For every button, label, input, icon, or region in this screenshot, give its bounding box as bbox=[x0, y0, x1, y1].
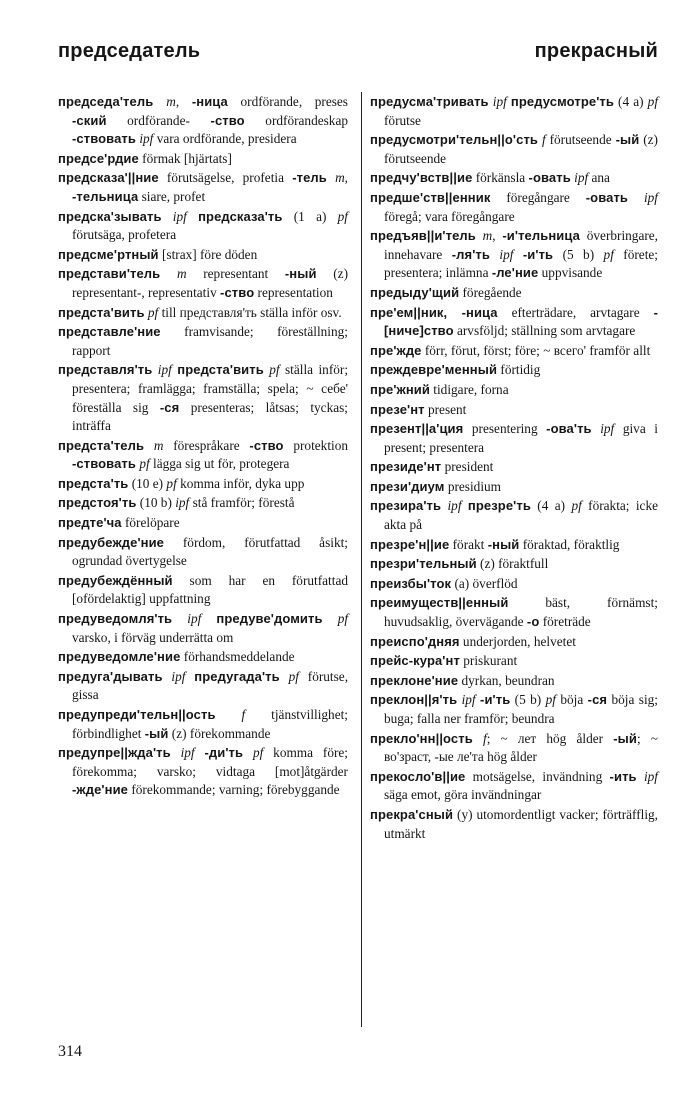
definition-text: förakt bbox=[449, 536, 488, 552]
grammar-label: ipf bbox=[461, 692, 476, 708]
definition-text bbox=[172, 611, 187, 626]
definition-text: (4 a) bbox=[530, 498, 572, 514]
dictionary-entry bbox=[58, 475, 348, 494]
definition-text bbox=[162, 209, 173, 224]
headword: -овать bbox=[528, 170, 571, 186]
definition-text: ställa inför; presentera; framlägga; framställa; spela; ~ себе' föreställa sig bbox=[72, 362, 349, 415]
definition-text: ; ~ лет hög ålder bbox=[486, 730, 614, 746]
dictionary-entry bbox=[58, 208, 348, 245]
headword: преиспо'дняя bbox=[370, 633, 460, 649]
definition-text: till представля'ть ställa inför osv. bbox=[158, 304, 342, 320]
headword: предуведомля'ть bbox=[58, 611, 173, 627]
definition-text bbox=[187, 209, 198, 224]
grammar-label: ipf bbox=[643, 189, 658, 205]
headword: предсме'ртный bbox=[58, 246, 159, 262]
headword: -ся bbox=[159, 399, 180, 415]
definition-text: ordförande, preses bbox=[227, 94, 348, 109]
headword: предусма'тривать bbox=[370, 94, 489, 109]
definition-text: föregångare bbox=[490, 189, 586, 205]
headword: предста'ть bbox=[58, 475, 129, 491]
definition-text bbox=[637, 769, 644, 784]
definition-text: presenteras; låtsas; tyckas; inträffa bbox=[72, 399, 349, 434]
definition-text: siare, profet bbox=[138, 188, 206, 204]
headword: предше'ств||енник bbox=[370, 189, 491, 205]
definition-text: , bbox=[492, 228, 503, 244]
definition-text: representant bbox=[186, 266, 285, 282]
definition-text bbox=[473, 731, 483, 746]
definition-text bbox=[171, 745, 181, 760]
headword: предыду'щий bbox=[370, 284, 460, 300]
dictionary-entry bbox=[370, 93, 658, 130]
dictionary-entry bbox=[58, 534, 348, 571]
dictionary-entry bbox=[58, 169, 348, 206]
headword: -ова'ть bbox=[546, 421, 592, 437]
headword: -ство bbox=[249, 437, 284, 453]
definition-text: (5 b) bbox=[553, 246, 604, 262]
definition-text: förespråkare bbox=[163, 437, 250, 453]
grammar-label: pf bbox=[337, 611, 349, 627]
grammar-label: ipf bbox=[574, 170, 589, 186]
definition-text: förutse bbox=[384, 112, 421, 128]
headword: предугада'ть bbox=[194, 668, 280, 684]
headword: преизбы'ток bbox=[370, 575, 452, 591]
definition-text: president bbox=[441, 459, 494, 475]
definition-text: (a) överflöd bbox=[451, 575, 518, 591]
dictionary-column-right bbox=[370, 93, 658, 844]
grammar-label: m bbox=[176, 266, 187, 282]
headword: презира'ть bbox=[370, 498, 442, 514]
headword: пре'ем||ник, -ница bbox=[370, 304, 498, 320]
dictionary-entry bbox=[370, 420, 658, 457]
definition-text: stå framför; förestå bbox=[189, 495, 295, 511]
grammar-label: ipf bbox=[187, 611, 202, 627]
grammar-label: pf bbox=[252, 745, 264, 761]
dictionary-entry bbox=[370, 672, 658, 691]
column-divider bbox=[361, 92, 362, 1027]
headword: представи'тель bbox=[58, 266, 161, 282]
definition-text: fördom, förutfattad åsikt; ogrundad övertygelse bbox=[72, 534, 348, 569]
definition-text: [strax] före döden bbox=[158, 246, 258, 262]
grammar-label: ipf bbox=[172, 208, 187, 224]
headword: -[ниче]ство bbox=[384, 304, 658, 339]
definition-text: presidium bbox=[444, 478, 502, 494]
definition-text: (z) föraktfull bbox=[476, 556, 549, 572]
definition-text: ordförandeskap bbox=[244, 112, 349, 128]
headword: -ный bbox=[487, 536, 520, 552]
dictionary-entry bbox=[370, 284, 658, 303]
headword: предчу'вств||ие bbox=[370, 170, 473, 186]
definition-text: , bbox=[344, 170, 348, 186]
headword: прейс-кура'нт bbox=[370, 653, 460, 669]
headword: -и'тельница bbox=[502, 228, 580, 244]
headword: презри'тельный bbox=[370, 556, 477, 572]
grammar-label: m bbox=[335, 170, 345, 186]
definition-text: (1 a) bbox=[282, 208, 338, 224]
grammar-label: ipf bbox=[157, 362, 172, 378]
definition-text bbox=[490, 247, 499, 262]
definition-text: dyrkan, beundran bbox=[458, 672, 555, 688]
grammar-label: ipf bbox=[499, 246, 514, 262]
headword: -и'ть bbox=[480, 692, 511, 708]
dictionary-entry bbox=[370, 361, 658, 380]
definition-text: förete; presentera; inlämna bbox=[384, 246, 658, 281]
dictionary-entry bbox=[370, 304, 658, 341]
guide-word-left: председатель bbox=[58, 40, 201, 62]
dictionary-entry bbox=[370, 458, 658, 477]
grammar-label: ipf bbox=[447, 498, 462, 514]
definition-text bbox=[195, 745, 205, 760]
definition-text: tidigare, forna bbox=[429, 381, 509, 397]
definition-text bbox=[476, 228, 483, 243]
dictionary-entry bbox=[370, 536, 658, 555]
grammar-label: ipf bbox=[171, 668, 186, 684]
headword: -жде'ние bbox=[72, 782, 128, 798]
grammar-label: ipf bbox=[180, 745, 195, 761]
definition-text: förutse, gissa bbox=[72, 668, 349, 703]
headword: преклоне'ние bbox=[370, 672, 459, 688]
headword: предубежде'ние bbox=[58, 534, 165, 550]
grammar-label: pf bbox=[337, 208, 348, 224]
headword: предсказа'ть bbox=[198, 208, 283, 224]
headword: -ый bbox=[615, 132, 640, 148]
dictionary-entry bbox=[58, 437, 348, 474]
grammar-label: f bbox=[241, 707, 246, 722]
definition-text bbox=[144, 438, 154, 453]
headword: предте'ча bbox=[58, 515, 122, 531]
headword: предупре||жда'ть bbox=[58, 745, 171, 761]
dictionary-entry bbox=[58, 93, 348, 149]
dictionary-entry bbox=[58, 668, 348, 705]
headword: пре'жде bbox=[370, 342, 422, 358]
headword: презент||а'ция bbox=[370, 421, 464, 437]
definition-text: som har en förutfattad [ofördelaktig] uppfattning bbox=[72, 572, 348, 607]
definition-text: förutsägelse, profetia bbox=[158, 170, 293, 186]
headword: предуга'дывать bbox=[58, 668, 163, 684]
headword: преимуществ||енный bbox=[370, 595, 509, 611]
dictionary-entry bbox=[370, 131, 658, 168]
headword: предусмотри'тельн||о'сть bbox=[370, 132, 539, 148]
definition-text: priskurant bbox=[459, 653, 518, 669]
definition-text: säga emot, göra invändningar bbox=[384, 787, 542, 803]
headword: -ница bbox=[191, 94, 228, 109]
dictionary-entry bbox=[370, 633, 658, 652]
dictionary-entry bbox=[370, 169, 658, 188]
headword: -ство bbox=[210, 112, 245, 128]
headword: -овать bbox=[585, 189, 629, 205]
headword: предсе'рдие bbox=[58, 150, 139, 166]
grammar-label: ipf bbox=[492, 94, 507, 109]
dictionary-entry bbox=[58, 304, 348, 323]
definition-text: protektion bbox=[283, 437, 349, 453]
dictionary-entry bbox=[370, 575, 658, 594]
definition-text: föregående bbox=[459, 284, 522, 300]
headword: -ствовать bbox=[72, 131, 136, 147]
dictionary-column-left bbox=[58, 93, 348, 801]
definition-text: förutseende bbox=[545, 132, 616, 148]
definition-text: (10 b) bbox=[136, 495, 176, 511]
definition-text: motsägelse, invändning bbox=[465, 768, 610, 784]
grammar-label: ipf bbox=[139, 131, 154, 147]
dictionary-entry bbox=[370, 497, 658, 534]
dictionary-entry bbox=[58, 361, 348, 435]
dictionary-entry bbox=[370, 381, 658, 400]
definition-text: förhandsmeddelande bbox=[180, 649, 295, 665]
headword: -ле'ние bbox=[491, 265, 539, 281]
grammar-label: ipf bbox=[600, 421, 615, 437]
definition-text: framvisande; föreställning; rapport bbox=[72, 324, 348, 358]
definition-text: representation bbox=[254, 284, 333, 300]
definition-text: , bbox=[175, 94, 192, 109]
definition-text: presentering bbox=[463, 421, 547, 437]
definition-text bbox=[160, 266, 177, 281]
definition-text: (z) förutseende bbox=[384, 132, 658, 166]
headword: представля'ть bbox=[58, 362, 153, 378]
definition-text bbox=[323, 611, 338, 626]
dictionary-entry bbox=[370, 227, 658, 283]
grammar-label: ipf bbox=[175, 495, 190, 511]
headword: президе'нт bbox=[370, 459, 442, 475]
definition-text: förekommande; varning; förebyggande bbox=[128, 782, 340, 798]
dictionary-entry bbox=[370, 730, 658, 767]
grammar-label: pf bbox=[288, 668, 299, 684]
definition-text bbox=[185, 669, 194, 684]
definition-text: (z) representant-, representativ bbox=[72, 266, 348, 300]
headword: пре'жний bbox=[370, 381, 430, 397]
grammar-label: pf bbox=[571, 498, 582, 514]
headword: -ди'ть bbox=[204, 745, 244, 761]
definition-text bbox=[280, 669, 289, 684]
definition-text: (z) förekommande bbox=[168, 725, 271, 741]
headword: -тель bbox=[292, 170, 327, 186]
definition-text: ; ~ во'зраст, -ые ле'та hög ålder bbox=[384, 730, 658, 765]
headword: -ся bbox=[587, 692, 608, 708]
headword: -о bbox=[526, 614, 540, 630]
headword: презе'нт bbox=[370, 401, 425, 417]
dictionary-entry bbox=[58, 706, 348, 743]
definition-text: lägga sig ut för, protegera bbox=[149, 456, 290, 472]
grammar-label: pf bbox=[647, 94, 659, 109]
headword: -ствовать bbox=[72, 456, 136, 472]
headword: -тельница bbox=[72, 188, 139, 204]
headword: -ский bbox=[72, 112, 107, 128]
definition-text: efterträdare, arvtagare bbox=[497, 304, 654, 320]
definition-text: förkänsla bbox=[472, 170, 529, 186]
definition-text: böja sig; buga; falla ner framför; beundra bbox=[384, 692, 658, 726]
headword: прекра'сный bbox=[370, 806, 454, 822]
dictionary-entry bbox=[370, 478, 658, 497]
definition-text: tjänstvillighet; förbindlighet bbox=[72, 707, 348, 741]
definition-text: överbringare, innehavare bbox=[384, 228, 658, 262]
definition-text: företräde bbox=[539, 614, 591, 630]
headword: преждевре'менный bbox=[370, 362, 498, 378]
grammar-label: pf bbox=[603, 246, 614, 262]
dictionary-entry bbox=[370, 342, 658, 361]
dictionary-entry bbox=[58, 610, 348, 647]
headword: предсказа'||ние bbox=[58, 170, 159, 186]
dictionary-entry bbox=[58, 150, 348, 169]
dictionary-entry bbox=[370, 401, 658, 420]
headword: предуве'домить bbox=[216, 611, 323, 627]
definition-text: (10 e) bbox=[128, 475, 167, 491]
dictionary-entry bbox=[370, 555, 658, 574]
dictionary-entry bbox=[370, 691, 658, 728]
headword: -ля'ть bbox=[451, 246, 490, 262]
definition-text: förelöpare bbox=[121, 515, 180, 531]
headword: предска'зывать bbox=[58, 208, 162, 224]
grammar-label: m bbox=[166, 94, 176, 109]
dictionary-entry bbox=[58, 265, 348, 302]
dictionary-entry bbox=[370, 594, 658, 631]
headword: преклo'нн||ость bbox=[370, 730, 473, 746]
definition-text: föraktad, föraktlig bbox=[519, 536, 620, 552]
grammar-label: pf bbox=[147, 304, 159, 320]
definition-text: (y) utomordentligt vacker; förträfflig, utmärkt bbox=[384, 806, 658, 841]
definition-text bbox=[628, 190, 644, 205]
dictionary-entry bbox=[370, 652, 658, 671]
definition-text: komma inför, dyka upp bbox=[176, 475, 305, 491]
headword: -ство bbox=[220, 284, 255, 300]
definition-text: förmak [hjärtats] bbox=[138, 150, 232, 166]
headword: предупреди'тельн||ость bbox=[58, 707, 216, 722]
dictionary-entry bbox=[58, 572, 348, 609]
dictionary-entry bbox=[370, 768, 658, 805]
headword: -ный bbox=[284, 266, 317, 282]
dictionary-entry bbox=[58, 323, 348, 360]
guide-word-right: прекрасный bbox=[534, 40, 658, 62]
definition-text bbox=[327, 170, 335, 185]
page-number: 314 bbox=[58, 1043, 82, 1060]
definition-text: ordförande- bbox=[106, 112, 211, 128]
definition-text: uppvisande bbox=[538, 265, 603, 281]
dictionary-entry bbox=[370, 189, 658, 226]
headword: предубеждённый bbox=[58, 572, 173, 588]
headword: -ый bbox=[613, 730, 637, 746]
definition-text bbox=[243, 745, 253, 760]
grammar-label: pf bbox=[139, 456, 150, 472]
definition-text bbox=[513, 247, 522, 262]
grammar-label: pf bbox=[166, 475, 177, 491]
running-header bbox=[58, 40, 658, 70]
grammar-label: m bbox=[153, 437, 164, 453]
definition-text bbox=[592, 421, 601, 436]
headword: прези'диум bbox=[370, 478, 445, 494]
grammar-label: f bbox=[482, 730, 487, 746]
definition-text: förakta; icke akta på bbox=[384, 498, 659, 533]
grammar-label: m bbox=[482, 228, 493, 244]
definition-text bbox=[216, 707, 242, 722]
definition-text: föregå; vara föregångare bbox=[384, 208, 515, 224]
dictionary-entry bbox=[58, 494, 348, 513]
headword: предстоя'ть bbox=[58, 495, 137, 511]
headword: предста'тель bbox=[58, 437, 145, 453]
definition-text: giva i present; presentera bbox=[384, 421, 658, 455]
headword: презре'ть bbox=[467, 498, 531, 514]
definition-text: (4 a) bbox=[613, 94, 648, 109]
headword: презре'н||ие bbox=[370, 536, 450, 552]
definition-text: förutsäga, profetera bbox=[72, 227, 177, 243]
definition-text: komma före; förekomma; varsko; vidtaga [mot]åtgärder bbox=[72, 745, 349, 779]
headword: -и'ть bbox=[522, 246, 554, 262]
definition-text: ana bbox=[588, 170, 610, 186]
headword: представле'ние bbox=[58, 324, 161, 340]
dictionary-entry bbox=[370, 806, 658, 843]
definition-text: arvsföljd; ställning som arvtagare bbox=[453, 323, 636, 339]
grammar-label: pf bbox=[545, 692, 556, 708]
definition-text: förtidig bbox=[497, 362, 541, 378]
dictionary-entry bbox=[58, 648, 348, 667]
headword: преклон||я'ть bbox=[370, 692, 458, 708]
headword: предуведомле'ние bbox=[58, 649, 181, 665]
grammar-label: ipf bbox=[643, 768, 658, 784]
dictionary-entry bbox=[58, 514, 348, 533]
dictionary-entry bbox=[58, 744, 348, 800]
definition-text bbox=[201, 611, 216, 626]
grammar-label: f bbox=[541, 132, 546, 148]
headword: предъяв||и'тель bbox=[370, 228, 476, 244]
headword: предусмотре'ть bbox=[510, 94, 614, 109]
definition-text: (5 b) bbox=[510, 692, 546, 708]
definition-text: varsko, i förväg underrätta om bbox=[72, 629, 234, 645]
headword: прекосло'в||ие bbox=[370, 768, 466, 784]
headword: председа'тель bbox=[58, 94, 167, 109]
definition-text: böja bbox=[555, 692, 588, 708]
headword: предста'вить bbox=[58, 304, 145, 320]
definition-text: förr, förut, först; före; ~ всего' framför allt bbox=[421, 342, 651, 358]
headword: предста'вить bbox=[177, 362, 264, 378]
definition-text: underjorden, helvetet bbox=[459, 633, 576, 649]
dictionary-entry bbox=[58, 246, 348, 265]
grammar-label: pf bbox=[269, 362, 280, 378]
definition-text: bäst, förnämst; huvudsaklig, övervägande bbox=[384, 595, 658, 630]
definition-text: vara ordförande, presidera bbox=[153, 131, 297, 147]
headword: -ый bbox=[144, 725, 169, 741]
definition-text: present bbox=[424, 401, 467, 417]
headword: -ить bbox=[609, 768, 637, 784]
